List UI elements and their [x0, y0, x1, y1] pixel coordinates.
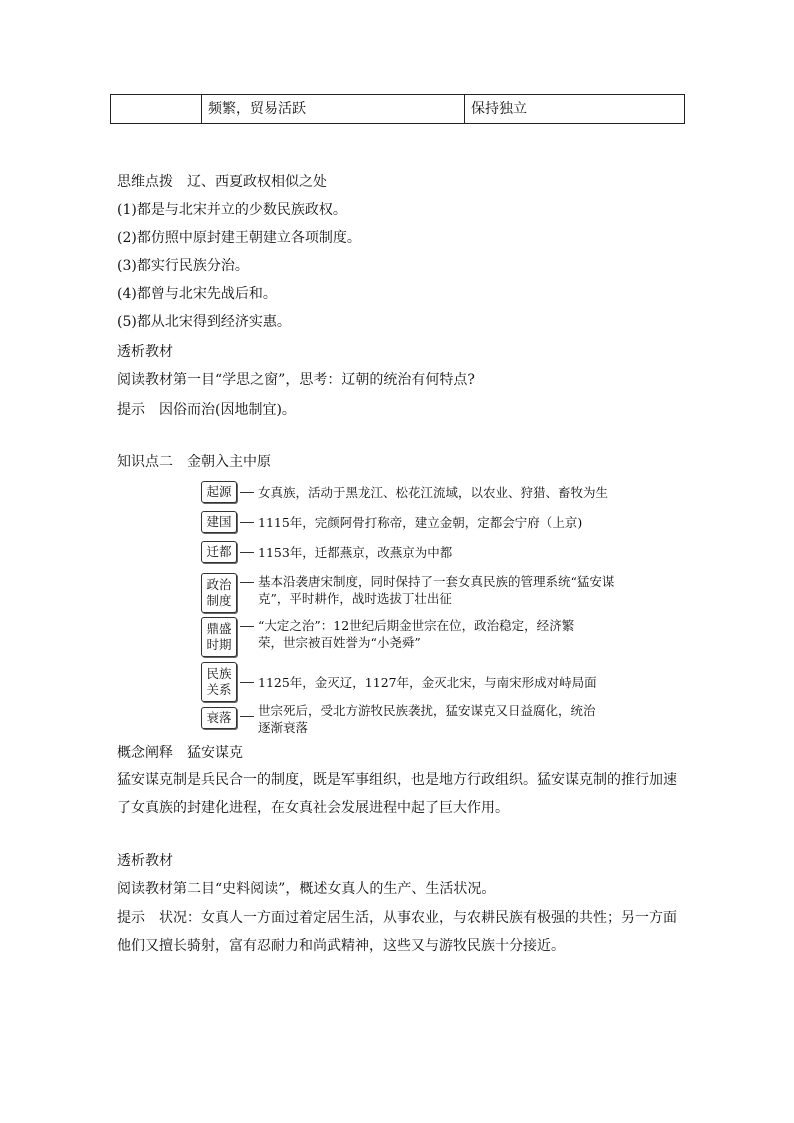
table-row: [110, 94, 685, 124]
flow-row-politics: [201, 573, 618, 613]
analysis-answer: 提示 因俗而治(因地制宜)。: [117, 402, 296, 418]
analysis-title: 透析教材: [117, 853, 173, 869]
analysis-answer: 提示 状况：女真人一方面过着定居生活，从事农业，与农耕民族有极强的共性；另一方面他们又擅长骑射，富有忍耐力和尚武精神，这些又与游牧民族十分接近。: [117, 910, 677, 954]
flow-label: 衰落: [201, 707, 237, 729]
thinking-item: (5)都从北宋得到经济实惠。: [117, 314, 291, 330]
connector-line: [240, 522, 254, 523]
thinking-item: (3)都实行民族分治。: [117, 258, 249, 274]
flow-text: 世宗死后，受北方游牧民族袭扰，猛安谋克又日益腐化，统治逐渐衰落: [258, 703, 596, 735]
flow-row-origin: [201, 481, 668, 503]
knowledge-title: 知识点二 金朝入主中原: [117, 454, 271, 470]
analysis-question: 阅读教材第一目“学思之窗”，思考：辽朝的统治有何特点?: [117, 372, 475, 388]
table-cell: [111, 95, 202, 123]
thinking-item: (2)都仿照中原封建王朝建立各项制度。: [117, 230, 361, 246]
table-cell: 频繁，贸易活跃: [202, 95, 465, 123]
connector-line: [240, 716, 254, 717]
flow-label: 鼎盛时期: [201, 617, 237, 657]
analysis-question: 阅读教材第二目“史料阅读”，概述女真人的生产、生活状况。: [117, 881, 496, 897]
flow-label: 民族关系: [201, 662, 237, 702]
connector-line: [240, 492, 254, 493]
flow-label: 建国: [201, 511, 237, 533]
flow-text: 基本沿袭唐宋制度，同时保持了一套女真民族的管理系统“猛安谋克”，平时耕作，战时选拔丁壮出征: [258, 574, 615, 606]
flow-label: 迁都: [201, 541, 237, 563]
flow-row-founding: [201, 511, 668, 533]
connector-line: [240, 582, 254, 583]
concept-title: 概念阐释 猛安谋克: [117, 745, 243, 761]
flow-text: 女真族，活动于黑龙江、松花江流域，以农业、狩猎、畜牧为生: [258, 484, 609, 500]
flow-label: 政治制度: [201, 573, 237, 613]
thinking-item: (1)都是与北宋并立的少数民族政权。: [117, 202, 347, 218]
flow-row-capital-move: [201, 541, 668, 563]
flow-row-heyday: [201, 617, 598, 657]
flow-row-ethnic-relations: [201, 662, 668, 702]
table-cell: 保持独立: [471, 101, 527, 117]
connector-line: [240, 682, 254, 683]
thinking-title: 思维点拨 辽、西夏政权相似之处: [117, 174, 327, 190]
flow-text: 1153年，迁都燕京，改燕京为中都: [258, 544, 453, 560]
connector-line: [240, 626, 254, 627]
concept-body: 猛安谋克制是兵民合一的制度，既是军事组织，也是地方行政组织。猛安谋克制的推行加速了女真族的封建化进程，在女真社会发展进程中起了巨大作用。: [117, 772, 677, 816]
flow-text: 1125年，金灭辽，1127年，金灭北宋，与南宋形成对峙局面: [258, 674, 597, 690]
analysis-title: 透析教材: [117, 344, 173, 360]
flow-text: 1115年，完颜阿骨打称帝，建立金朝，定都会宁府（上京): [258, 514, 583, 530]
flow-label: 起源: [201, 481, 237, 503]
connector-line: [240, 552, 254, 553]
flow-row-decline: [201, 702, 603, 736]
thinking-item: (4)都曾与北宋先战后和。: [117, 286, 277, 302]
flow-text: “大定之治”：12世纪后期金世宗在位，政治稳定，经济繁荣，世宗被百姓誉为“小尧舜”: [258, 618, 575, 650]
